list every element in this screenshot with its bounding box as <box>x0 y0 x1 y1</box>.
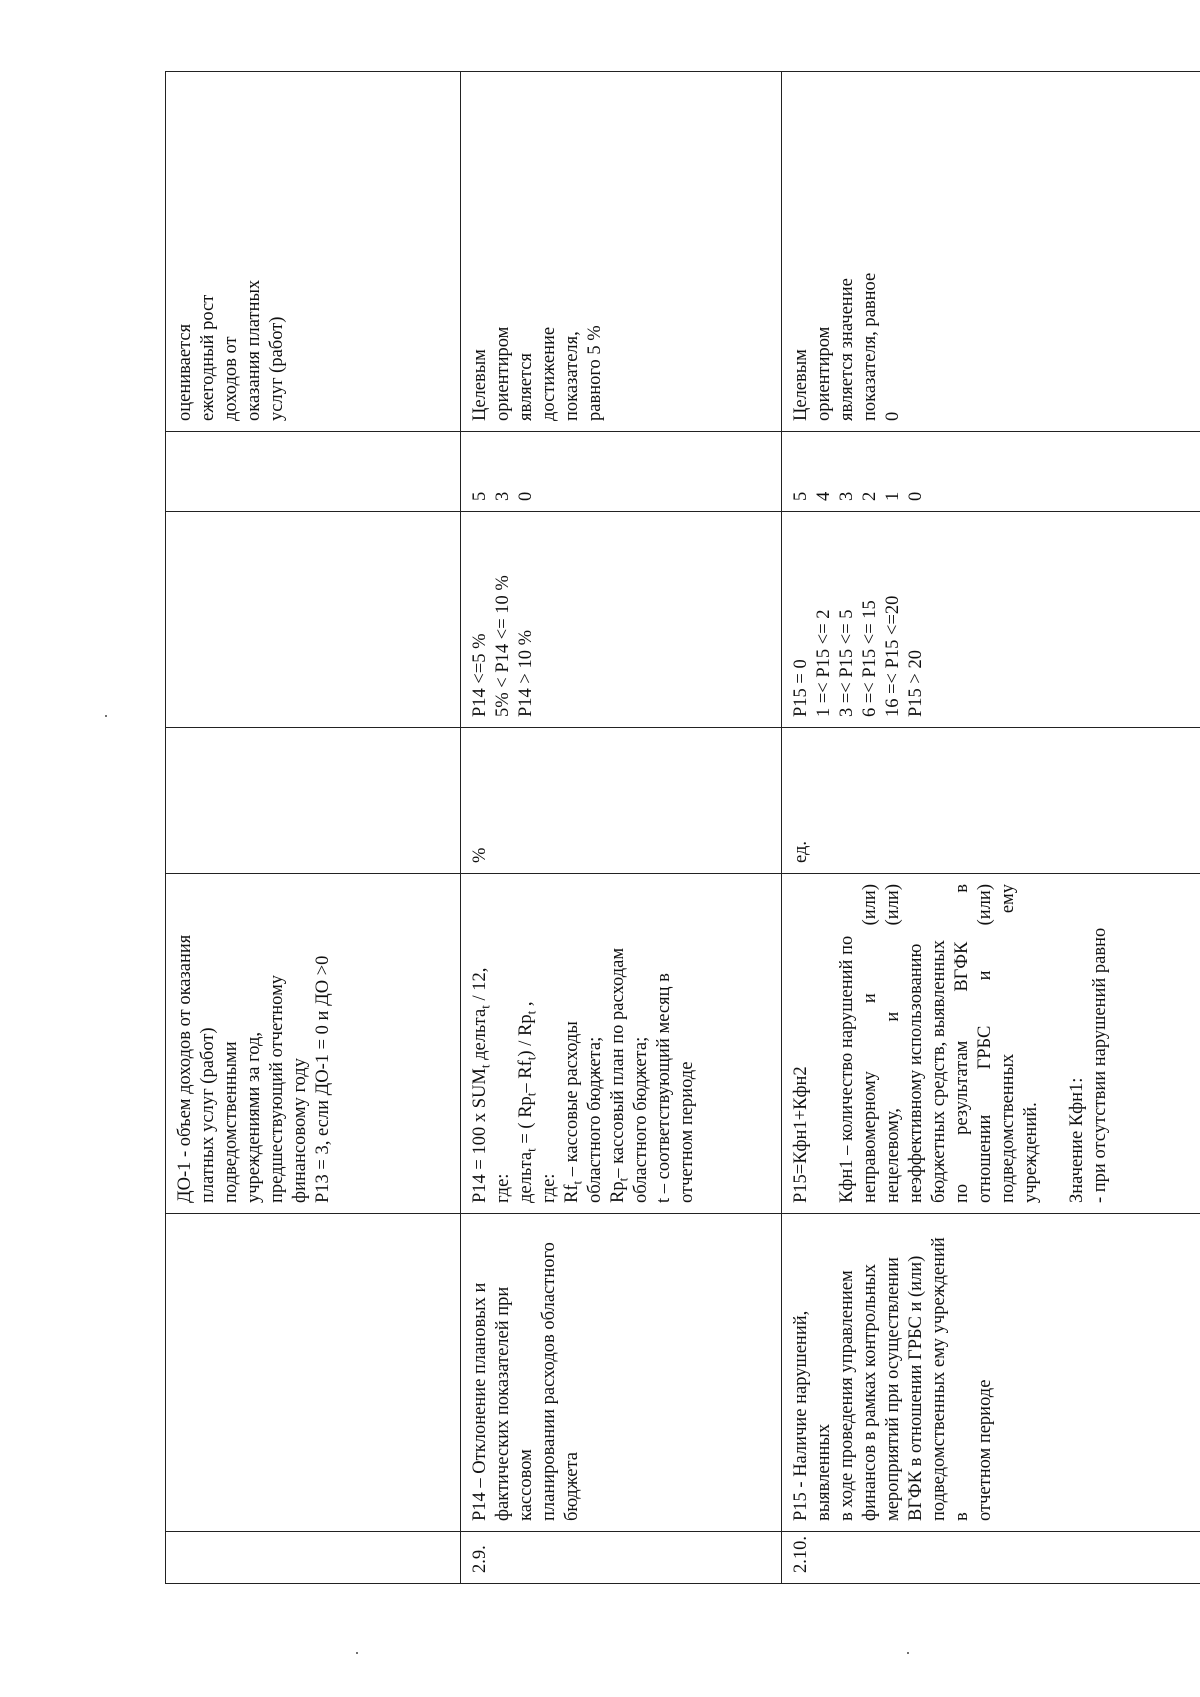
formula-line: где: <box>539 1173 559 1203</box>
note-line: Целевым <box>470 349 490 421</box>
formula-line: где: <box>493 1173 513 1203</box>
formula-line: областного бюджета; <box>585 1036 605 1203</box>
condition-line: Р15 > 20 <box>906 650 926 717</box>
note-line: является значение <box>837 278 857 421</box>
formula-line: Р13 = 3, если ДО-1 = 0 и ДО >0 <box>313 955 333 1203</box>
formula-line: неэффективному использованию <box>906 943 926 1203</box>
formula-line: Кфн1 – количество нарушений по <box>837 935 857 1203</box>
formula-line: платных услуг (работ) <box>198 1027 218 1203</box>
cell-number: 2.10. <box>782 1532 1200 1584</box>
name-line: отчетном периоде <box>975 1379 995 1521</box>
condition-line: 3 =< Р15 <= 5 <box>837 609 857 717</box>
formula-line: учреждений. <box>1021 1102 1041 1203</box>
cell-indicator-name <box>461 1214 782 1532</box>
name-line: финансов в рамках контрольных <box>860 1263 880 1521</box>
formula-line: отчетном периоде <box>677 1061 697 1203</box>
cell-formula <box>461 874 782 1214</box>
name-line: фактических показателей при кассовом <box>493 1282 536 1521</box>
value-line: - при отсутствии нарушений равно <box>1090 927 1110 1203</box>
indicator-table <box>165 71 1200 1584</box>
note-line: показателя, <box>562 331 582 421</box>
formula-line: подведомственных ему <box>998 884 1018 1203</box>
name-line: бюджета <box>562 1452 582 1521</box>
points-value: 1 <box>883 491 903 501</box>
condition-line: Р14 <=5 % <box>470 633 490 717</box>
cell-formula <box>166 874 461 1214</box>
name-line: Р14 – Отклонение плановых и <box>470 1282 490 1521</box>
note-line: ориентиром <box>493 326 513 421</box>
note-line: ежегодный рост <box>198 294 218 421</box>
name-line: ВГФК в отношении ГРБС и (или) <box>906 1255 926 1521</box>
points-value: 4 <box>814 491 834 501</box>
cell-unit <box>166 728 461 874</box>
cell-number: 2.9. <box>461 1532 782 1584</box>
condition-line: 1 =< Р15 <= 2 <box>814 609 834 717</box>
formula-line: подведомственными <box>221 1041 241 1203</box>
formula-delta: дельта$_t$ = ( $Rp_t-$ $Rf_t) / Rp_t$ , <box>516 1001 539 1203</box>
cell-conditions <box>461 512 782 728</box>
rotated-page-content <box>165 72 1200 1584</box>
points-value: 0 <box>516 491 536 501</box>
formula-rp: $Rp_t-$ кассовый план по расходам <box>608 947 631 1203</box>
name-line: мероприятий при осуществлении <box>883 1257 903 1521</box>
formula-line: учреждениями за год, <box>244 1032 264 1203</box>
formula-line: по результатам ВГФК в <box>952 884 972 1203</box>
cell-unit: % <box>461 728 782 874</box>
points-value: 3 <box>837 491 857 501</box>
scan-speck <box>356 1652 358 1654</box>
note-line: достижение <box>539 326 559 421</box>
note-line: является <box>516 353 536 421</box>
note-line: доходов от <box>221 336 241 421</box>
formula-top: Р15=Кфн1+Кфн2 <box>791 1066 811 1203</box>
cell-conditions <box>166 512 461 728</box>
cell-number <box>166 1532 461 1584</box>
points-value: 5 <box>791 491 811 501</box>
formula-line: неправомерному и (или) <box>860 884 880 1203</box>
cell-conditions <box>782 512 1200 728</box>
cell-points <box>166 432 461 512</box>
points-value: 5 <box>470 491 490 501</box>
note-line: оказания платных <box>244 279 264 421</box>
note-line: Целевым <box>791 349 811 421</box>
formula-line: бюджетных средств, выявленных <box>929 940 949 1203</box>
cell-unit: ед. <box>782 728 1200 874</box>
cell-note <box>461 72 782 432</box>
formula-line: t – соответствующий месяц в <box>654 973 674 1203</box>
table-row <box>782 72 1200 1584</box>
scan-speck <box>105 715 107 717</box>
table-row <box>461 72 782 1584</box>
name-line: подведомственных ему учреждений в <box>929 1232 972 1521</box>
formula-main: Р14 = 100 x $SUM_t$ дельта$_t$ / 12, <box>470 967 493 1203</box>
note-line: ориентиром <box>814 326 834 421</box>
note-line: оценивается <box>175 323 195 421</box>
scan-speck <box>907 1652 909 1654</box>
cell-note <box>782 72 1200 432</box>
cell-note <box>166 72 461 432</box>
formula-rf: $Rf_t$ – кассовые расходы <box>562 1021 585 1203</box>
formula-line: отношении ГРБС и (или) <box>975 884 995 1203</box>
formula-line: предшествующий отчетному <box>267 974 287 1203</box>
condition-line: 6 =< Р15 <= 15 <box>860 600 880 717</box>
points-value: 3 <box>493 491 513 501</box>
formula-line: финансовому году <box>290 1058 310 1203</box>
points-value: 2 <box>860 491 880 501</box>
condition-line: 5% < Р14 <= 10 % <box>493 575 513 717</box>
cell-indicator-name <box>166 1214 461 1532</box>
name-line: в ходе проведения управлением <box>837 1270 857 1521</box>
cell-points <box>461 432 782 512</box>
condition-line: Р15 = 0 <box>791 659 811 717</box>
table-row <box>166 72 461 1584</box>
points-value: 0 <box>906 491 926 501</box>
note-line: 0 <box>883 411 903 421</box>
formula-line: областного бюджета; <box>631 1036 651 1203</box>
note-line: услуг (работ) <box>267 316 287 421</box>
condition-line: Р14 > 10 % <box>516 629 536 717</box>
name-line: планировании расходов областного <box>539 1242 559 1521</box>
value-title: Значение Кфн1: <box>1067 1077 1087 1203</box>
formula-line: ДО-1 - объем доходов от оказания <box>175 934 195 1203</box>
cell-indicator-name <box>782 1214 1200 1532</box>
note-line: равного 5 % <box>585 325 605 421</box>
condition-line: 16 =< Р15 <=20 <box>883 595 903 717</box>
cell-points <box>782 432 1200 512</box>
cell-formula <box>782 874 1200 1214</box>
formula-line: нецелевому, и (или) <box>883 884 903 1203</box>
note-line: показателя, равное <box>860 272 880 421</box>
name-line: Р15 - Наличие нарушений, выявленных <box>791 1306 834 1521</box>
